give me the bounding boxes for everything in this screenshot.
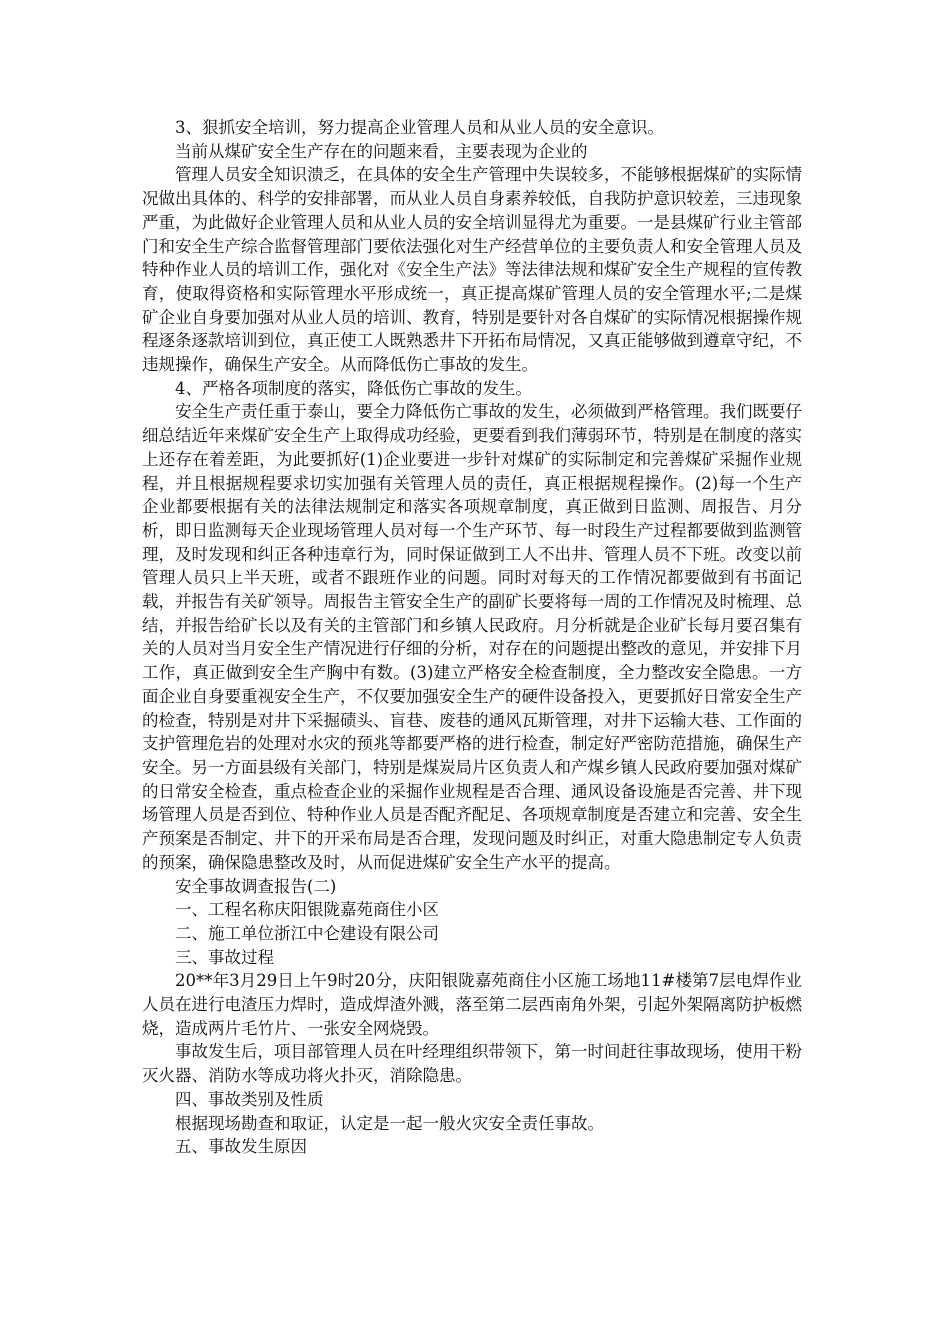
paragraph-problems-intro: 当前从煤矿安全生产存在的问题来看，主要表现为企业的 bbox=[175, 141, 588, 161]
paragraph-accident-response: 事故发生后，项目部管理人员在叶经理组织带领下，第一时间赶往事故现场，使用干粉灭火器、消防水等成功将火扑灭，消除隐患。 bbox=[142, 1042, 802, 1086]
report-title: 安全事故调查报告(二) bbox=[175, 876, 337, 896]
section-contractor: 二、施工单位浙江中仑建设有限公司 bbox=[175, 923, 439, 943]
section-cause-heading: 五、事故发生原因 bbox=[175, 1137, 307, 1157]
paragraph-rules-heading: 4、严格各项制度的落实，降低伤亡事故的发生。 bbox=[175, 378, 532, 398]
section-project-name: 一、工程名称庆阳银陇嘉苑商住小区 bbox=[175, 900, 439, 920]
section-accident-process-heading: 三、事故过程 bbox=[175, 947, 274, 967]
paragraph-rules-body: 安全生产责任重于泰山，要全力降低伤亡事故的发生，必须做到严格管理。我们既要仔细总结近年来煤矿安全生产上取得成功经验，更要看到我们薄弱环节，特别是在制度的落实上还存在着差距，为此要抓好(1)企业要进一步针对煤矿的实际制定和完善煤矿采掘作业规程，并且根据规程要求切实加强有关管理人员的责任，真正根据规程操作。(2)每一个生产企业都要根据有关的法律法规制定和落实各项规章制度，真正做到日监测、周报告、月分析，即日监测每天企业现场管理人员对每一个生产环节、每一时段生产过程都要做到监测管理，及时发现和纠正各种违章行为，同时保证做到工人不出井、管理人员不下班。改变以前管理人员只上半天班，或者不跟班作业的问题。同时对每天的工作情况都要做到有书面记载，并报告有关矿领导。周报告主管安全生产的副矿长要将每一周的工作情况及时梳理、总结，并报告给矿长以及有关的主管部门和乡镇人民政府。月分析就是企业矿长每月要召集有关的人员对当月安全生产情况进行仔细的分析，对存在的问题提出整改的意见，并安排下月工作，真正做到安全生产胸中有数。(3)建立严格安全检查制度，全力整改安全隐患。一方面企业自身要重视安全生产，不仅要加强安全生产的硬件设备投入，更要抓好日常安全生产的检查，特别是对井下采掘碛头、盲巷、废巷的通风瓦斯管理，对井下运输大巷、工作面的支护管理危岩的处理对水灾的预兆等都要严格的进行检查，制定好严密防范措施，确保生产安全。另一方面县级有关部门，特别是煤炭局片区负责人和产煤乡镇人民政府要加强对煤矿的日常安全检查，重点检查企业的采掘作业规程是否合理、通风设备设施是否完善、井下现场管理人员是否到位、特种作业人员是否配齐配足、各项规章制度是否建立和完善、安全生产预案是否制定、井下的开采布局是否合理，发现问题及时纠正，对重大隐患制定专人负责的预案，确保隐患整改及时，从而促进煤矿安全生产水平的提高。 bbox=[142, 402, 802, 872]
section-category-heading: 四、事故类别及性质 bbox=[175, 1089, 324, 1109]
paragraph-accident-process: 20**年3月29日上午9时20分，庆阳银陇嘉苑商住小区施工场地11#楼第7层电焊作业人员在进行电渣压力焊时，造成焊渣外溅，落至第二层西南角外架，引起外架隔离防护板燃烧，造成两片毛竹片、一张安全网烧毁。 bbox=[142, 971, 802, 1038]
paragraph-training-body: 管理人员安全知识溃乏，在具体的安全生产管理中失误较多，不能够根据煤矿的实际情况做出具体的、科学的安排部署，而从业人员自身素养较低，自我防护意识较差，三违现象严重，为此做好企业管理人员和从业人员的安全培训显得尤为重要。一是县煤矿行业主管部门和安全生产综合监督管理部门要依法强化对生产经营单位的主要负责人和安全管理人员及特种作业人员的培训工作，强化对《安全生产法》等法律法规和煤矿安全生产规程的宣传教育，使取得资格和实际管理水平形成统一，真正提高煤矿管理人员的安全管理水平;二是煤矿企业自身要加强对从业人员的培训、教育，特别是要针对各自煤矿的实际情况根据操作规程逐条逐款培训到位，真正使工人既熟悉井下开拓布局情况，又真正能够做到遵章守纪，不违规操作，确保生产安全。从而降低伤亡事故的发生。 bbox=[142, 165, 802, 375]
document-body bbox=[142, 116, 802, 1159]
paragraph-category-body: 根据现场勘查和取证，认定是一起一般火灾安全责任事故。 bbox=[175, 1113, 604, 1133]
paragraph-training-heading: 3、狠抓安全培训，努力提高企业管理人员和从业人员的安全意识。 bbox=[175, 118, 664, 137]
